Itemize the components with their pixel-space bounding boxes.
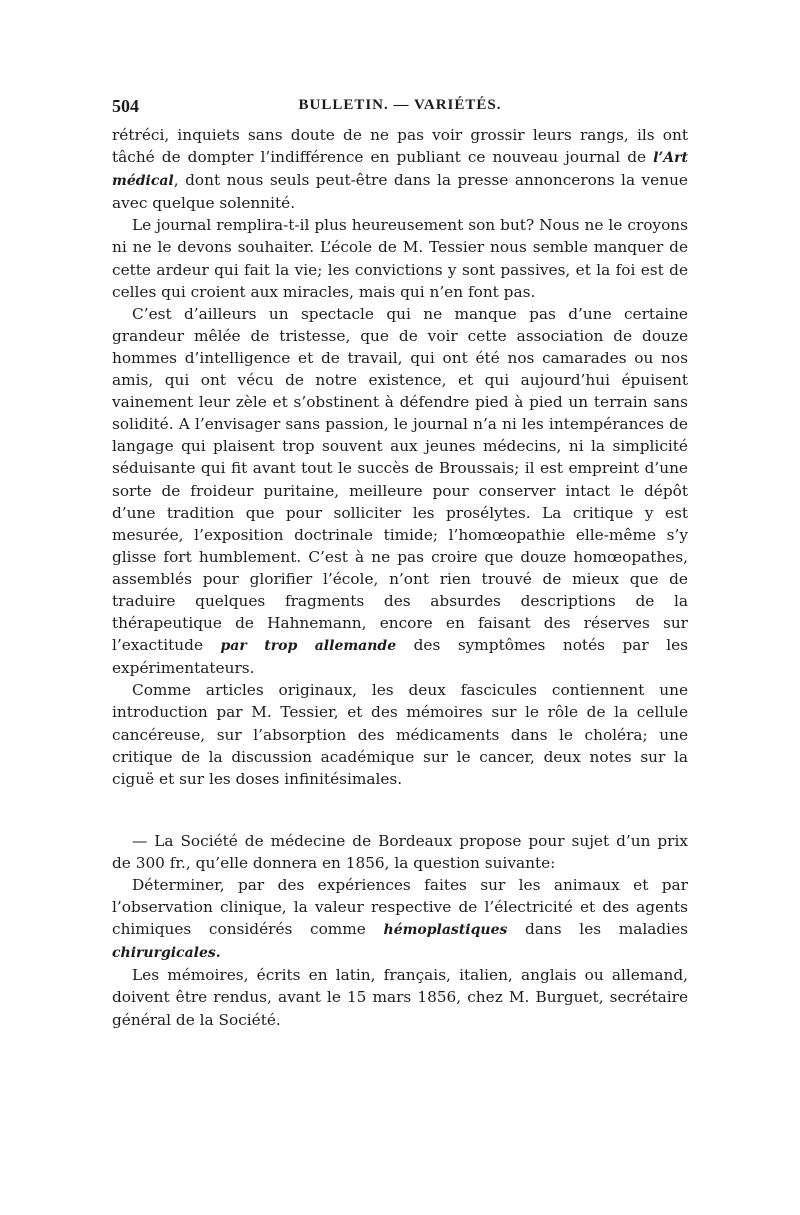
page-number: 504 (112, 96, 139, 116)
running-title: BULLETIN. — VARIÉTÉS. (298, 97, 502, 113)
paragraph-1 (112, 124, 688, 214)
page-header (112, 96, 688, 124)
italic-phrase: par trop allemande (220, 638, 397, 655)
book-page (112, 96, 688, 1031)
paragraph-7: Les mémoires, écrits en latin, français, italien, anglais ou allemand, doivent être rendus, avant le 15 mars 1856, chez M. Burguet, secrétaire général de la Société. (112, 966, 688, 1029)
paragraph-4: Comme articles originaux, les deux fascicules contiennent une introduction par M. Tessier, et des mémoires sur le rôle de la cellule cancéreuse, sur l’absorption des médicaments dans le choléra; une critique de la discussion académique sur le cancer, deux notes sur la ciguë et sur les doses infinitésimales. (112, 681, 688, 788)
paragraph-text: rétréci, inquiets sans doute de ne pas voir grossir leurs rangs, ils ont tâché de dompter l’indifférence en publiant ce nouveau journal de (112, 126, 688, 167)
journal-title: l’Art médical (112, 150, 688, 190)
paragraph-3 (112, 303, 688, 680)
italic-term: chirurgicales. (112, 945, 221, 962)
paragraph-6 (112, 874, 688, 964)
paragraph-5: — La Société de médecine de Bordeaux propose pour sujet d’un prix de 300 fr., qu’elle donnera en 1856, la question suivante: (112, 831, 688, 872)
section-gap (112, 790, 688, 830)
page-body (112, 124, 688, 1031)
paragraph-text: des symptômes notés par les expérimentateurs. (112, 636, 688, 678)
paragraph-2: Le journal remplira-t-il plus heureusement son but? Nous ne le croyons ni ne le devons souhaiter. L’école de M. Tessier nous semble manquer de cette ardeur qui fait la vie; les convictions y sont passives, et la foi est de celles qui croient aux miracles, mais qui n’en font pas. (112, 216, 688, 301)
italic-term: hémoplastiques (383, 922, 508, 939)
paragraph-text: , dont nous seuls peut-être dans la presse annoncerons la venue avec quelque solennité. (112, 171, 688, 213)
paragraph-text: C’est d’ailleurs un spectacle qui ne manque pas d’une certaine grandeur mêlée de tristesse, que de voir cette association de douze hommes d’intelligence et de travail, qui ont été nos camarades ou nos amis, qui ont vécu de notre existence, et qui aujourd’hui épuisent vainement leur zèle et s’obstinent à défendre pied à pied un terrain sans solidité. A l’envisager sans passion, le journal n’a ni les intempérances de langage qui plaisent trop souvent aux jeunes médecins, ni la simplicité séduisante qui fit avant tout le succès de Broussais; il est empreint d’une sorte de froideur puritaine, meilleure pour conserver intact le dépôt d’une tradition que pour solliciter les prosélytes. La critique y est mesurée, l’exposition doctrinale timide; l’homœopathie elle-même s’y glisse fort humblement. C’est à ne pas croire que douze homœopathes, assemblés pour glorifier l’école, n’ont rien trouvé de mieux que de traduire quelques fragments des absurdes descriptions de la thérapeutique de Hahnemann, encore en faisant des réserves sur l’exactitude (112, 304, 688, 655)
paragraph-text: dans les maladies (507, 920, 688, 939)
paragraph-text: Déterminer, par des expériences faites sur les animaux et par l’observation clinique, la valeur respective de l’électricité et des agents chimiques considérés comme (112, 876, 688, 939)
